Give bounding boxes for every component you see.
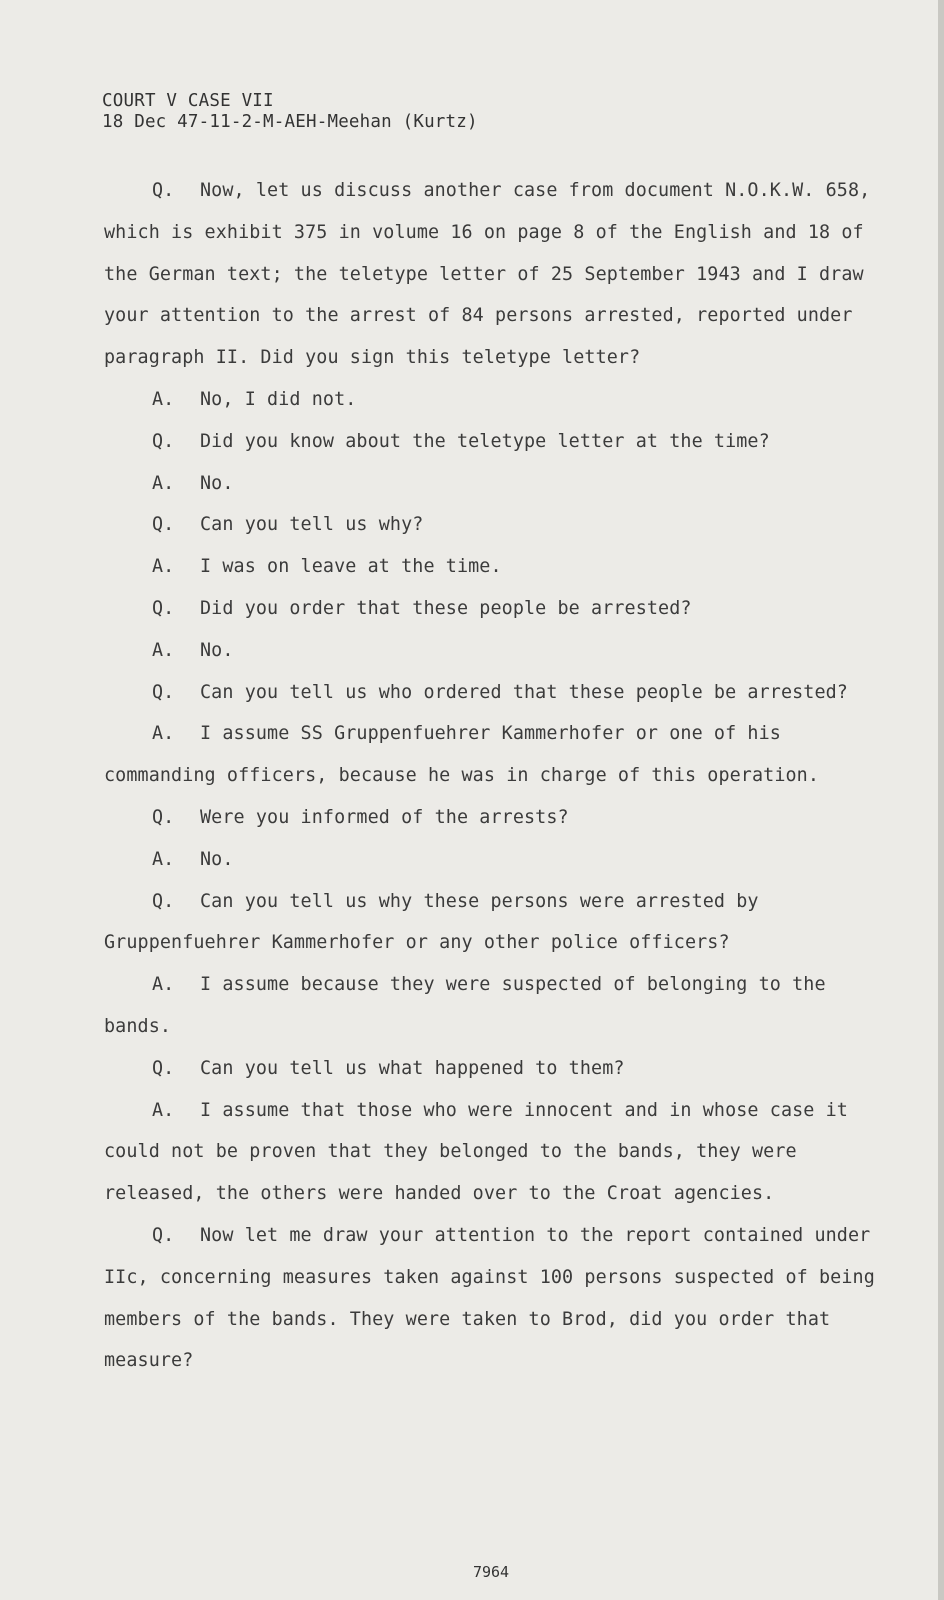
qa-marker: Q. bbox=[152, 806, 175, 828]
qa-text: No. bbox=[200, 639, 234, 661]
answer-paragraph bbox=[104, 546, 884, 588]
session-line: 18 Dec 47-11-2-M-AEH-Meehan (Kurtz) bbox=[102, 112, 478, 132]
qa-marker: A. bbox=[152, 723, 175, 745]
answer-paragraph bbox=[104, 964, 884, 1048]
qa-text: Can you tell us what happened to them? bbox=[200, 1057, 625, 1079]
qa-marker: Q. bbox=[152, 1224, 175, 1246]
document-header bbox=[102, 91, 478, 133]
qa-text: Now, let us discuss another case from document N.O.K.W. 658, which is exhibit 375 in volume 16 on page 8 of the English and 18 of the German text; the teletype letter of 25 September 1943 and I draw your attention to the arrest of 84 persons arrested, reported under paragraph II. Did you sign this teletype letter? bbox=[104, 180, 871, 369]
qa-text: I assume that those who were innocent and in whose case it could not be proven that they belonged to the bands, they were released, the others were handed over to the Croat agencies. bbox=[104, 1099, 848, 1205]
transcript-body bbox=[104, 170, 884, 1382]
qa-text: Can you tell us why? bbox=[200, 514, 424, 536]
question-paragraph bbox=[104, 797, 884, 839]
answer-paragraph bbox=[104, 379, 884, 421]
qa-marker: Q. bbox=[152, 1057, 175, 1079]
qa-text: Did you know about the teletype letter at the time? bbox=[200, 430, 770, 452]
qa-text: Can you tell us why these persons were arrested by Gruppenfuehrer Kammerhofer or any other police officers? bbox=[104, 890, 759, 954]
qa-text: No, I did not. bbox=[200, 388, 357, 410]
question-paragraph bbox=[104, 421, 884, 463]
qa-marker: A. bbox=[152, 388, 175, 410]
court-case-line: COURT V CASE VII bbox=[102, 91, 274, 111]
qa-text: Now let me draw your attention to the report contained under IIc, concerning measures taken against 100 persons suspected of being members of the bands. They were taken to Brod, did you order that measure? bbox=[104, 1224, 875, 1372]
question-paragraph bbox=[104, 588, 884, 630]
qa-marker: Q. bbox=[152, 597, 175, 619]
question-paragraph bbox=[104, 1215, 884, 1382]
qa-text: Were you informed of the arrests? bbox=[200, 806, 569, 828]
answer-paragraph bbox=[104, 630, 884, 672]
qa-text: Can you tell us who ordered that these people be arrested? bbox=[200, 681, 848, 703]
answer-paragraph bbox=[104, 1090, 884, 1215]
qa-marker: Q. bbox=[152, 514, 175, 536]
page-number: 7964 bbox=[472, 1563, 510, 1581]
qa-text: I assume because they were suspected of belonging to the bands. bbox=[104, 974, 826, 1037]
qa-marker: A. bbox=[152, 472, 175, 494]
qa-text: I was on leave at the time. bbox=[200, 556, 502, 578]
question-paragraph bbox=[104, 881, 884, 965]
qa-marker: A. bbox=[152, 639, 175, 661]
answer-paragraph bbox=[104, 463, 884, 505]
qa-marker: Q. bbox=[152, 430, 175, 452]
answer-paragraph bbox=[104, 713, 884, 797]
qa-text: I assume SS Gruppenfuehrer Kammerhofer or one of his commanding officers, because he was in charge of this operation. bbox=[104, 723, 820, 787]
qa-text: Did you order that these people be arrested? bbox=[200, 597, 692, 619]
answer-paragraph bbox=[104, 839, 884, 881]
qa-text: No. bbox=[200, 848, 234, 870]
qa-marker: Q. bbox=[152, 180, 175, 201]
question-paragraph bbox=[104, 672, 884, 714]
question-paragraph bbox=[104, 170, 884, 379]
qa-text: No. bbox=[200, 472, 234, 494]
qa-marker: Q. bbox=[152, 890, 175, 912]
qa-marker: A. bbox=[152, 556, 175, 578]
question-paragraph bbox=[104, 504, 884, 546]
qa-marker: Q. bbox=[152, 681, 175, 703]
qa-marker: A. bbox=[152, 1099, 175, 1121]
qa-marker: A. bbox=[152, 848, 175, 870]
qa-marker: A. bbox=[152, 974, 175, 996]
question-paragraph bbox=[104, 1048, 884, 1090]
